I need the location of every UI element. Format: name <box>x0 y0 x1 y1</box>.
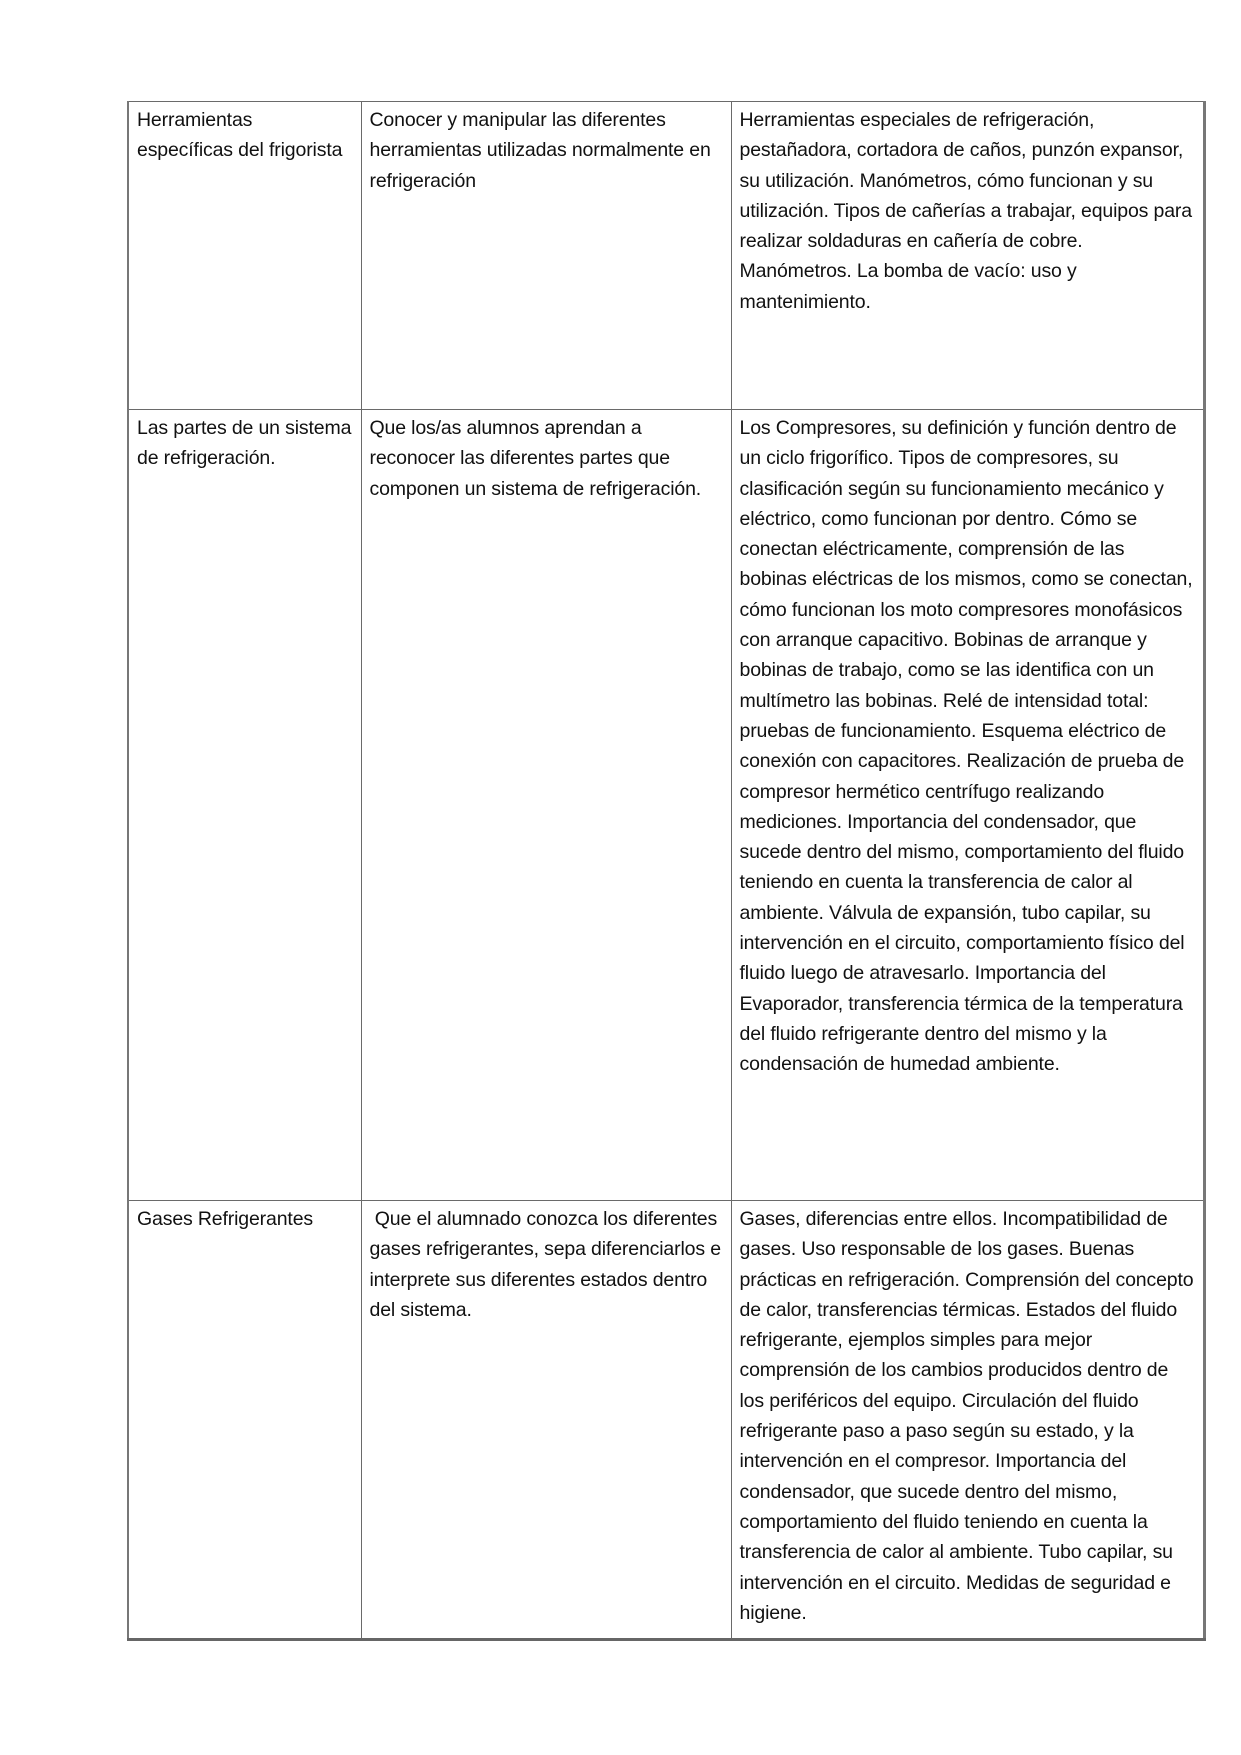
table-row <box>128 410 1204 1201</box>
content-cell <box>731 102 1204 410</box>
content-text: Gases, diferencias entre ellos. Incompatibilidad de gases. Uso responsable de los gases. Buenas prácticas en refrigeración. Comprensión del concepto de calor, transferencias térmicas. Estados del fluido refrigerante, ejemplos simples para mejor comprensión de los cambios producidos dentro de los periféricos del equipo. Circulación del fluido refrigerante paso a paso según su estado, y la intervención en el compresor. Importancia del condensador, que sucede dentro del mismo, comportamiento del fluido teniendo en cuenta la transferencia de calor al ambiente. Tubo capilar, su intervención en el circuito. Medidas de seguridad e higiene. <box>739 1208 1194 1624</box>
content-text: Herramientas especiales de refrigeración, pestañadora, cortadora de caños, punzón expansor, su utilización. Manómetros, cómo funcionan y su utilización. Tipos de cañerías a trabajar, equipos para realizar soldaduras en cañería de cobre. Manómetros. La bomba de vacío: uso y mantenimiento. <box>739 109 1192 313</box>
topic-text: Gases Refrigerantes <box>137 1208 313 1230</box>
table-row <box>128 102 1204 410</box>
content-cell <box>731 1201 1204 1640</box>
content-text: Los Compresores, su definición y función dentro de un ciclo frigorífico. Tipos de compresores, su clasificación según su funcionamiento mecánico y eléctrico, como funcionan por dentro. Cómo se conectan eléctricamente, comprensión de las bobinas eléctricas de los mismos, como se conectan, cómo funcionan los moto compresores monofásicos con arranque capacitivo. Bobinas de arranque y bobinas de trabajo, como se las identifica con un multímetro las bobinas. Relé de intensidad total: pruebas de funcionamiento. Esquema eléctrico de conexión con capacitores. Realización de prueba de compresor hermético centrífugo realizando mediciones. Importancia del condensador, que sucede dentro del mismo, comportamiento del fluido teniendo en cuenta la transferencia de calor al ambiente. Válvula de expansión, tubo capilar, su intervención en el circuito, comportamiento físico del fluido luego de atravesarlo. Importancia del Evaporador, transferencia térmica de la temperatura del fluido refrigerante dentro del mismo y la condensación de humedad ambiente. <box>739 417 1193 1076</box>
topic-cell <box>128 1201 361 1640</box>
objective-text: Conocer y manipular las diferentes herramientas utilizadas normalmente en refrigeración <box>369 109 711 192</box>
topic-text: Herramientas específicas del frigorista <box>137 109 343 162</box>
topic-text: Las partes de un sistema de refrigeración. <box>137 417 352 470</box>
objective-cell <box>361 102 731 410</box>
objective-cell <box>361 410 731 1201</box>
content-cell <box>731 410 1204 1201</box>
topic-cell <box>128 410 361 1201</box>
objective-cell <box>361 1201 731 1640</box>
topic-cell <box>128 102 361 410</box>
objective-text: Que los/as alumnos aprendan a reconocer las diferentes partes que componen un sistema de refrigeración. <box>369 417 702 500</box>
objective-text: Que el alumnado conozca los diferentes gases refrigerantes, sepa diferenciarlos e interprete sus diferentes estados dentro del sistema. <box>369 1208 727 1321</box>
syllabus-table <box>127 101 1206 1641</box>
table-row <box>128 1201 1204 1640</box>
